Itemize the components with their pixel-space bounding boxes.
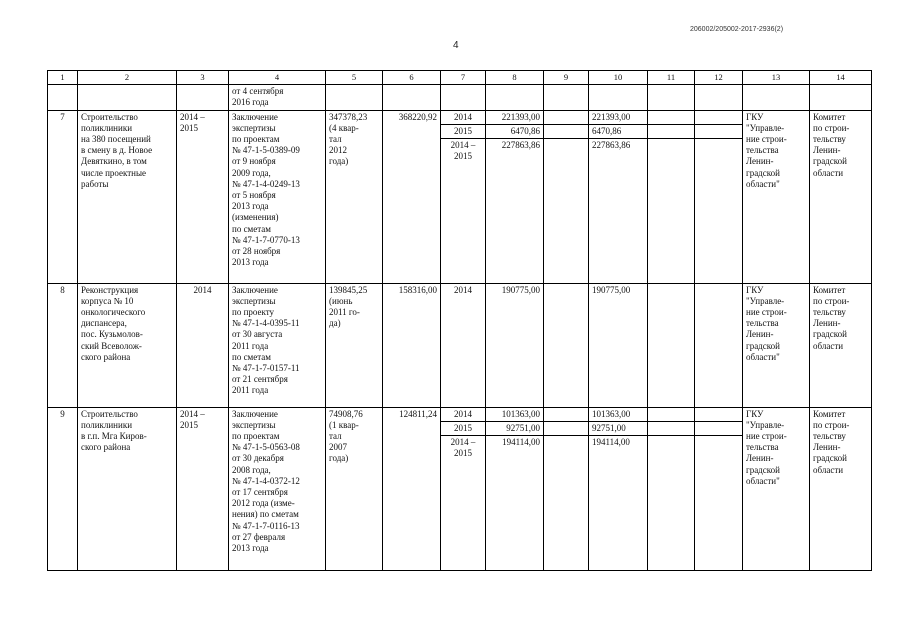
financing-amount xyxy=(544,436,588,450)
expertise-conclusion: Заключение экспертизы по проектам № 47-1-5-0563-08 от 30 декабря 2008 года, № 47-1-4-0372-12 от 17 сентября 2012 года (изме- нения) по сметам № 47-1-7-0116-13 от 27 февраля 2013 года xyxy=(229,407,326,570)
estimated-cost: 74908,76 (1 квар- тал 2007 года) xyxy=(326,407,383,570)
object-name: Строительство поликлиники в г.п. Мга Киров- ского района xyxy=(78,407,177,570)
document-id: 206002/205002-2017-2936(2) xyxy=(690,26,784,33)
column-number: 11 xyxy=(648,71,695,85)
financing-amount: 101363,00 xyxy=(589,408,647,422)
financing-amount: 92751,00 xyxy=(589,421,647,435)
financing-amount: 227863,86 xyxy=(592,140,631,151)
financing-amount: 6470,86 xyxy=(589,124,647,138)
customer: ГКУ "Управле- ние строи- тельства Ленин- градской области" xyxy=(743,407,810,570)
financing-period: 2014 xyxy=(454,284,472,295)
financing-period: 2014 xyxy=(441,408,485,422)
financing-amount: 194114,00 xyxy=(592,437,630,448)
column-number: 4 xyxy=(229,71,326,85)
financing-amount xyxy=(695,284,742,297)
page-number: 4 xyxy=(453,40,459,51)
financing-amount xyxy=(695,139,742,153)
financing-amount xyxy=(544,124,588,138)
financing-amount: 190775,00 xyxy=(592,284,631,295)
financing-amount xyxy=(695,408,742,422)
financing-amount xyxy=(544,284,588,297)
table-row xyxy=(48,110,872,283)
object-name: Строительство поликлиники на 380 посещений в смену в д. Новое Девяткино, в том числе проектные работы xyxy=(78,110,177,283)
financing-amount: 101363,00 xyxy=(486,408,543,422)
expertise-conclusion: Заключение экспертизы по проектам № 47-1-5-0389-09 от 9 ноября 2009 года, № 47-1-4-0249-13 от 5 ноября 2013 года (изменения) по сметам № 47-1-7-0770-13 от 28 ноября 2013 года xyxy=(229,110,326,283)
responsible-executor: Комитет по строи- тельству Ленин- градской области xyxy=(810,110,872,283)
column-number: 2 xyxy=(78,71,177,85)
financing-amount: 92751,00 xyxy=(486,421,543,435)
financing-period: 2014 xyxy=(441,111,485,125)
construction-years: 2014 – 2015 xyxy=(177,110,229,283)
customer: ГКУ "Управле- ние строи- тельства Ленин- градской области" xyxy=(743,283,810,407)
financing-amount xyxy=(648,124,694,138)
current-cost: 124811,24 xyxy=(383,407,441,570)
financing-amount: 227863,86 xyxy=(501,140,540,151)
projects-table xyxy=(47,70,872,571)
row-number: 9 xyxy=(48,407,78,570)
financing-amount xyxy=(544,139,588,153)
column-number: 14 xyxy=(810,71,872,85)
financing-amount: 6470,86 xyxy=(486,124,543,138)
financing-period: 2014 – 2015 xyxy=(450,140,476,162)
financing-period: 2015 xyxy=(441,124,485,138)
financing-period: 2014 – 2015 xyxy=(450,437,476,459)
financing-amount xyxy=(648,284,694,297)
financing-amount xyxy=(648,421,694,435)
financing-amount xyxy=(544,111,588,125)
financing-amount xyxy=(695,111,742,125)
continuation-row xyxy=(48,85,872,110)
column-number: 3 xyxy=(177,71,229,85)
expertise-conclusion: Заключение экспертизы по проекту № 47-1-4-0395-11 от 30 августа 2011 года по сметам № 47-1-7-0157-11 от 21 сентября 2011 года xyxy=(229,283,326,407)
column-number-row xyxy=(48,71,872,85)
financing-amount xyxy=(544,408,588,422)
column-number: 7 xyxy=(441,71,486,85)
object-name: Реконструкция корпуса № 10 онкологического диспансера, пос. Кузьмолов- ский Всеволож- ского района xyxy=(78,283,177,407)
responsible-executor: Комитет по строи- тельству Ленин- градской области xyxy=(810,407,872,570)
financing-amount xyxy=(648,408,694,422)
current-cost: 158316,00 xyxy=(383,283,441,407)
financing-amount xyxy=(695,436,742,450)
column-number: 12 xyxy=(695,71,743,85)
column-number: 1 xyxy=(48,71,78,85)
financing-amount xyxy=(648,436,694,450)
continuation-text: от 4 сентября 2016 года xyxy=(229,85,326,110)
financing-amount xyxy=(648,139,694,153)
column-number: 6 xyxy=(383,71,441,85)
responsible-executor: Комитет по строи- тельству Ленин- градской области xyxy=(810,283,872,407)
column-number: 8 xyxy=(486,71,544,85)
estimated-cost: 347378,23 (4 квар- тал 2012 года) xyxy=(326,110,383,283)
financing-amount: 221393,00 xyxy=(486,111,543,125)
financing-period: 2015 xyxy=(441,421,485,435)
financing-amount xyxy=(695,421,742,435)
column-number: 5 xyxy=(326,71,383,85)
construction-years: 2014 xyxy=(177,283,229,407)
financing-amount: 221393,00 xyxy=(589,111,647,125)
financing-amount xyxy=(695,124,742,138)
column-number: 9 xyxy=(544,71,589,85)
construction-years: 2014 – 2015 xyxy=(177,407,229,570)
financing-amount: 190775,00 xyxy=(501,284,540,295)
row-number: 7 xyxy=(48,110,78,283)
financing-amount xyxy=(648,111,694,125)
table-row xyxy=(48,407,872,570)
financing-amount xyxy=(544,421,588,435)
table-row xyxy=(48,283,872,407)
current-cost: 368220,92 xyxy=(383,110,441,283)
column-number: 13 xyxy=(743,71,810,85)
financing-amount: 194114,00 xyxy=(502,437,540,448)
column-number: 10 xyxy=(589,71,648,85)
customer: ГКУ "Управле- ние строи- тельства Ленин- градской области" xyxy=(743,110,810,283)
estimated-cost: 139845,25 (июнь 2011 го- да) xyxy=(326,283,383,407)
row-number: 8 xyxy=(48,283,78,407)
